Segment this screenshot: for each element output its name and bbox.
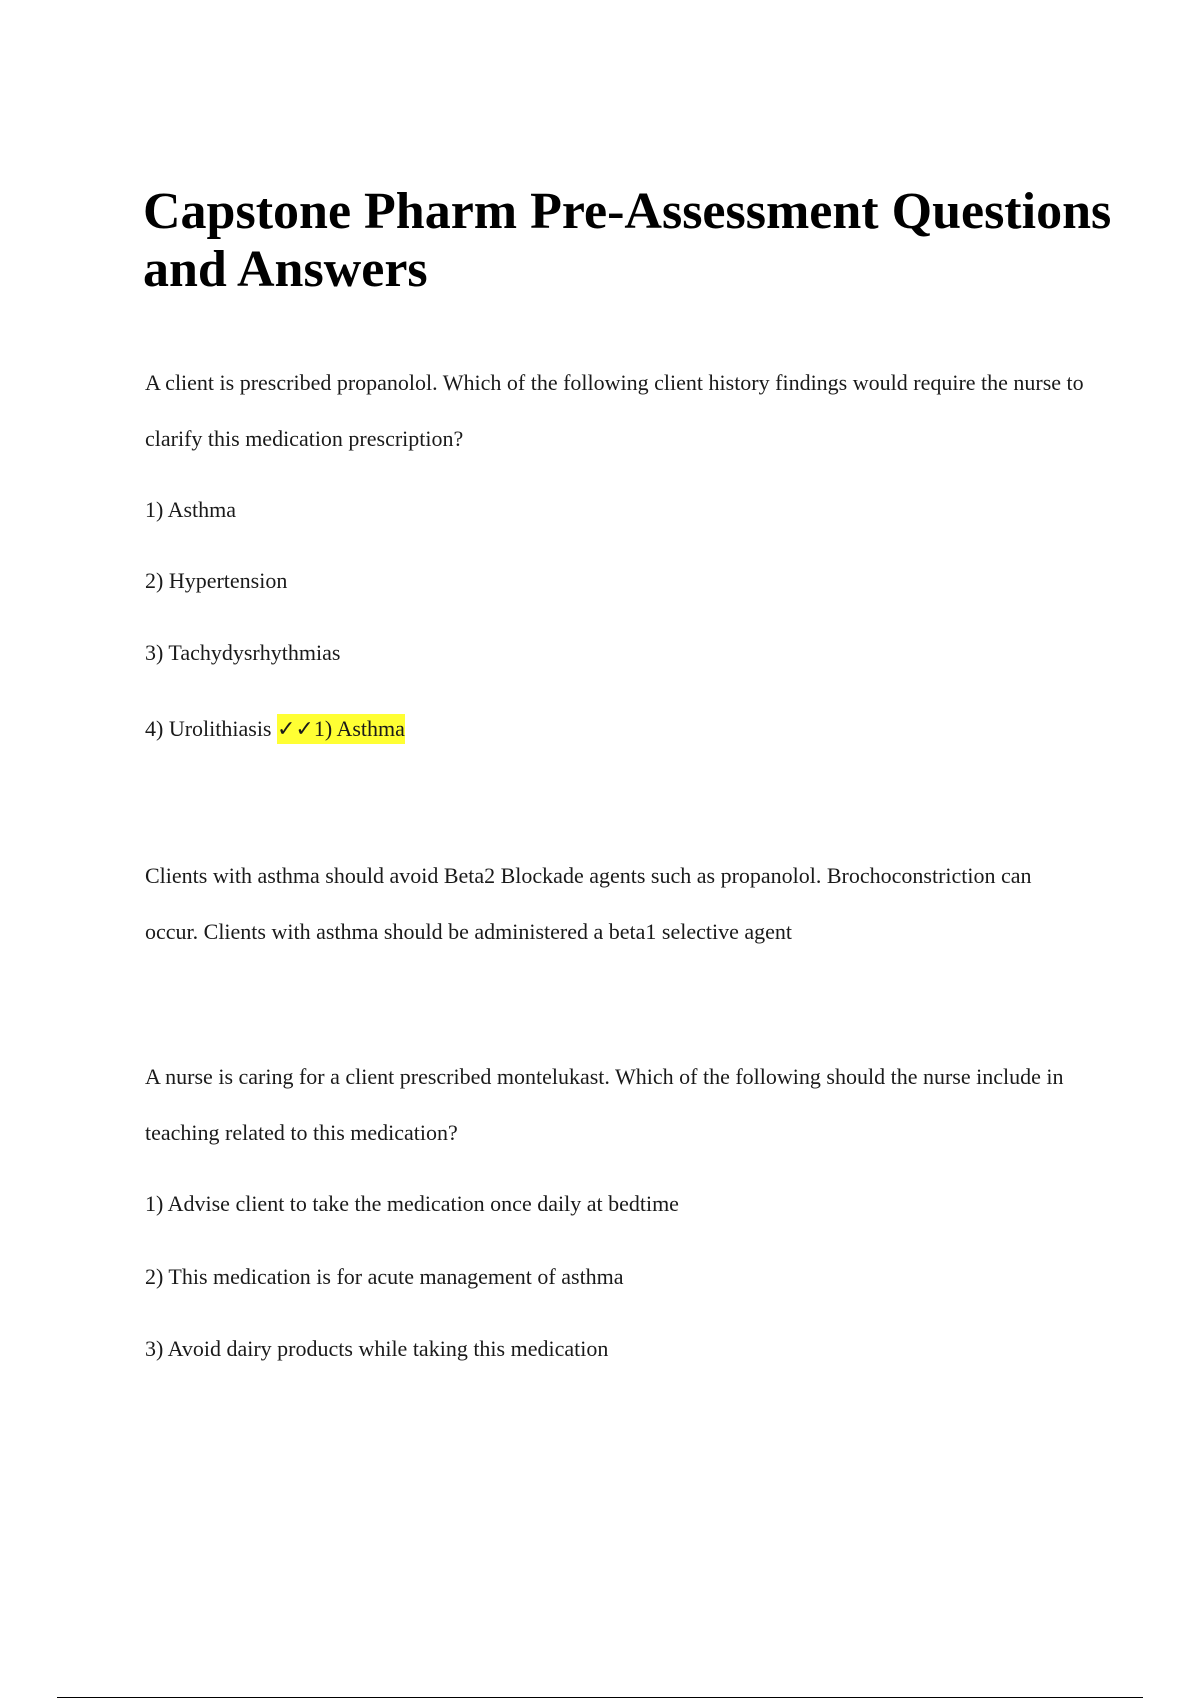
question-1-rationale: Clients with asthma should avoid Beta2 Blockade agents such as propanolol. Brochoconstriction can occur. Clients with asthma should be administered a beta1 selective agent [145, 863, 1032, 944]
question-2-option-1: 1) Advise client to take the medication once daily at bedtime [145, 1191, 679, 1216]
question-1-text: A client is prescribed propanolol. Which of the following client history findings would require the nurse to clarify this medication prescription? [145, 370, 1084, 451]
question-1-option-4-row [145, 714, 405, 744]
question-2-text: A nurse is caring for a client prescribed montelukast. Which of the following should the nurse include in teaching related to this medication? [145, 1064, 1064, 1145]
page-bottom-rule [57, 1697, 1143, 1698]
question-2-option-3: 3) Avoid dairy products while taking this medication [145, 1336, 609, 1361]
question-1-option-3: 3) Tachydysrhythmias [145, 640, 341, 665]
page-title: Capstone Pharm Pre-Assessment Questions and Answers [143, 183, 1112, 298]
question-1-option-1: 1) Asthma [145, 497, 237, 522]
question-1-answer: ✓✓1) Asthma [277, 714, 405, 744]
question-2-option-2: 2) This medication is for acute management of asthma [145, 1264, 624, 1289]
question-1-option-4: 4) Urolithiasis [145, 716, 272, 741]
question-1-option-2: 2) Hypertension [145, 568, 288, 593]
